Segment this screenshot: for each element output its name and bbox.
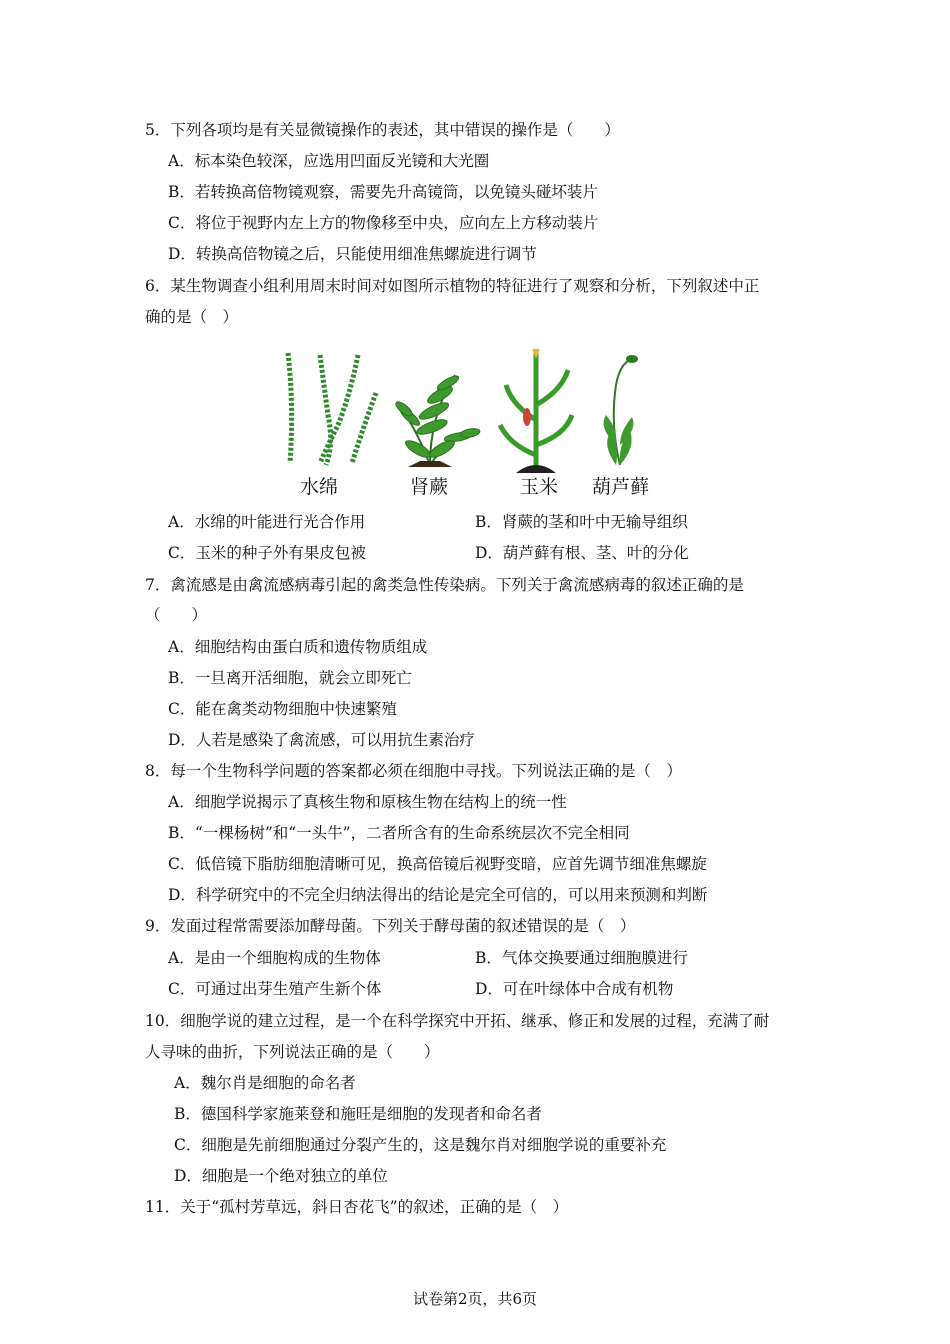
q6-option-b: B．肾蕨的茎和叶中无输导组织 — [475, 513, 688, 531]
q8-option-a: A．细胞学说揭示了真核生物和原核生物在结构上的统一性 — [168, 793, 567, 811]
q5-stem: 5．下列各项均是有关显微镜操作的表述，其中错误的操作是（ ） — [145, 121, 620, 139]
spirogyra-illustration — [288, 353, 376, 465]
q11-stem: 11．关于“孤村芳草远，斜日杏花飞”的叙述，正确的是（ ） — [145, 1198, 569, 1216]
fern-illustration — [394, 374, 481, 467]
q7-stem-line2: （ ） — [145, 606, 208, 624]
q9-option-a: A．是由一个细胞构成的生物体 — [168, 949, 381, 967]
q5-option-d: D．转换高倍物镜之后，只能使用细准焦螺旋进行调节 — [168, 245, 537, 263]
plant-figure — [280, 345, 650, 500]
q10-option-b: B．德国科学家施莱登和施旺是细胞的发现者和命名者 — [174, 1105, 542, 1123]
page-footer: 试卷第2页，共6页 — [412, 1290, 538, 1308]
q6-stem-line1: 6．某生物调查小组利用周末时间对如图所示植物的特征进行了观察和分析，下列叙述中正 — [145, 277, 760, 295]
q6-option-d: D．葫芦藓有根、茎、叶的分化 — [475, 544, 689, 562]
q7-option-c: C．能在禽类动物细胞中快速繁殖 — [168, 700, 397, 718]
figure-label-spirogyra: 水绵 — [300, 476, 339, 498]
figure-label-corn: 玉米 — [520, 476, 559, 498]
moss-illustration — [604, 355, 638, 465]
q6-option-a: A．水绵的叶能进行光合作用 — [168, 513, 366, 531]
figure-label-fern: 肾蕨 — [410, 476, 449, 498]
q5-option-b: B．若转换高倍物镜观察，需要先升高镜筒，以免镜头碰坏装片 — [168, 183, 598, 201]
q6-stem-line2: 确的是（ ） — [145, 308, 239, 326]
q7-option-a: A．细胞结构由蛋白质和遗传物质组成 — [168, 638, 428, 656]
q9-stem: 9．发面过程常需要添加酵母菌。下列关于酵母菌的叙述错误的是（ ） — [145, 917, 636, 935]
q10-stem-line2: 人寻味的曲折，下列说法正确的是（ ） — [145, 1043, 440, 1061]
q8-stem: 8．每一个生物科学问题的答案都必须在细胞中寻找。下列说法正确的是（ ） — [145, 762, 682, 780]
q9-option-d: D．可在叶绿体中合成有机物 — [475, 980, 674, 998]
q7-option-d: D．人若是感染了禽流感，可以用抗生素治疗 — [168, 731, 475, 749]
q10-stem-line1: 10．细胞学说的建立过程，是一个在科学探究中开拓、继承、修正和发展的过程，充满了耐 — [145, 1012, 770, 1030]
q7-option-b: B．一旦离开活细胞，就会立即死亡 — [168, 669, 412, 687]
q7-stem-line1: 7．禽流感是由禽流感病毒引起的禽类急性传染病。下列关于禽流感病毒的叙述正确的是 — [145, 576, 744, 594]
q5-option-c: C．将位于视野内左上方的物像移至中央，应向左上方移动装片 — [168, 214, 599, 232]
corn-illustration — [500, 349, 572, 473]
q10-option-a: A．魏尔肖是细胞的命名者 — [174, 1074, 356, 1092]
q9-option-c: C．可通过出芽生殖产生新个体 — [168, 980, 382, 998]
q10-option-d: D．细胞是一个绝对独立的单位 — [174, 1167, 388, 1185]
q8-option-c: C．低倍镜下脂肪细胞清晰可见，换高倍镜后视野变暗，应首先调节细准焦螺旋 — [168, 855, 707, 873]
q5-option-a: A．标本染色较深，应选用凹面反光镜和大光圈 — [168, 152, 490, 170]
q10-option-c: C．细胞是先前细胞通过分裂产生的，这是魏尔肖对细胞学说的重要补充 — [174, 1136, 667, 1154]
q8-option-b: B．“一棵杨树”和“一头牛”，二者所含有的生命系统层次不完全相同 — [168, 824, 630, 842]
figure-label-moss: 葫芦藓 — [592, 476, 650, 498]
q9-option-b: B．气体交换要通过细胞膜进行 — [475, 949, 688, 967]
q8-option-d: D．科学研究中的不完全归纳法得出的结论是完全可信的，可以用来预测和判断 — [168, 886, 708, 904]
q6-option-c: C．玉米的种子外有果皮包被 — [168, 544, 366, 562]
